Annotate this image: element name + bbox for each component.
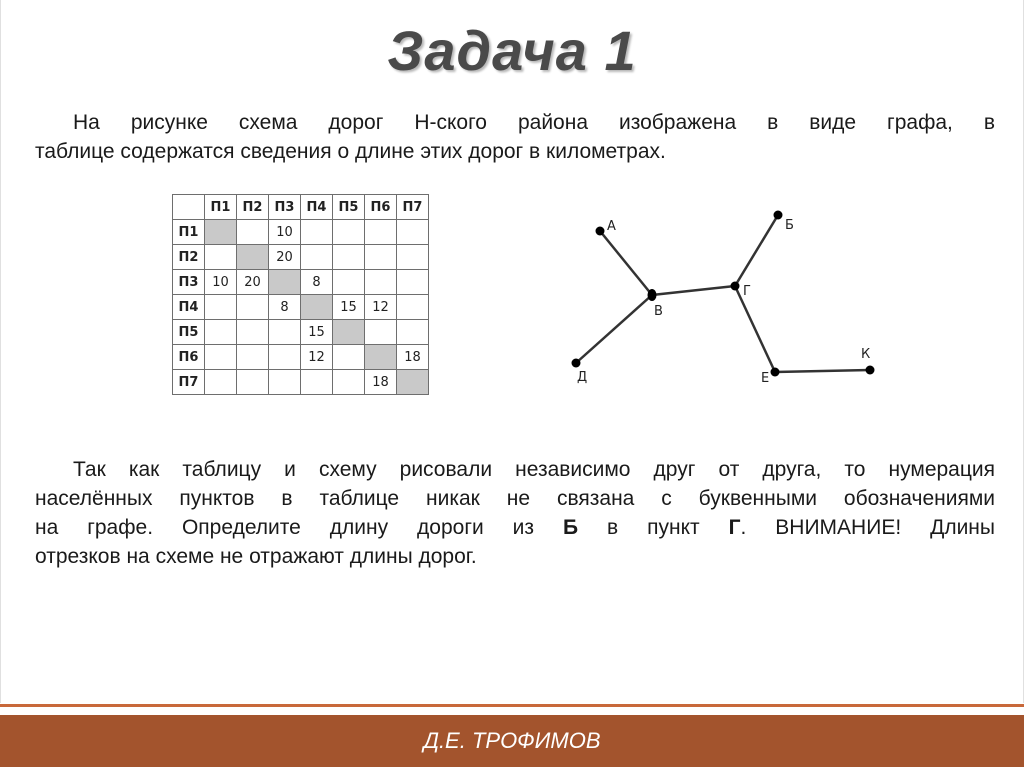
table-cell: 15: [301, 320, 333, 345]
table-header-cell: [173, 195, 205, 220]
table-cell: [365, 220, 397, 245]
table-cell: [237, 345, 269, 370]
table-cell: [237, 370, 269, 395]
table-cell: [205, 345, 237, 370]
graph-vertices: [572, 211, 875, 377]
table-cell: [333, 220, 365, 245]
table-row: [173, 370, 429, 395]
task-line-3: [35, 513, 995, 542]
row-header: П2: [173, 245, 205, 270]
table-cell: 8: [301, 270, 333, 295]
table-cell: [397, 220, 429, 245]
table-cell: [365, 245, 397, 270]
table-row: [173, 270, 429, 295]
table-cell: 10: [205, 270, 237, 295]
edge-v-d: [576, 295, 652, 363]
table-cell: [333, 370, 365, 395]
table-cell: 18: [365, 370, 397, 395]
graph-labels: [577, 218, 870, 386]
vertex-d: [572, 359, 581, 368]
table-cell: [237, 320, 269, 345]
edge-e-k: [775, 370, 870, 372]
table-cell: [269, 270, 301, 295]
row-header: П3: [173, 270, 205, 295]
table-header-cell: П6: [365, 195, 397, 220]
row-header: П6: [173, 345, 205, 370]
edge-g-e: [735, 286, 775, 372]
edge-v-g: [652, 286, 735, 295]
table-cell: 20: [269, 245, 301, 270]
table-cell: [397, 370, 429, 395]
table-cell: [333, 345, 365, 370]
table-row: [173, 320, 429, 345]
table-header-cell: П4: [301, 195, 333, 220]
vertex-k: [866, 366, 875, 375]
road-graph: [555, 195, 895, 395]
table-cell: [365, 270, 397, 295]
task-line-1: Так как таблицу и схему рисовали независимо друг от друга, то нумерация: [73, 458, 995, 481]
table-cell: [205, 245, 237, 270]
table-cell: [333, 270, 365, 295]
graph-edges: [576, 215, 870, 372]
task-line-4: отрезков на схеме не отражают длины дорог.: [35, 545, 477, 568]
table-cell: 8: [269, 295, 301, 320]
edge-a-v: [600, 231, 652, 295]
table-header-row: [173, 195, 429, 220]
table-header-cell: П3: [269, 195, 301, 220]
table-cell: [205, 370, 237, 395]
label-g: Г: [743, 284, 751, 299]
table-cell: [301, 295, 333, 320]
table-cell: 20: [237, 270, 269, 295]
row-header: П4: [173, 295, 205, 320]
table-cell: [397, 320, 429, 345]
table-row: [173, 295, 429, 320]
intro-paragraph: [35, 108, 995, 166]
footer-accent-line: [0, 704, 1024, 707]
point-g-label: Г: [728, 516, 741, 539]
label-k: К: [861, 347, 871, 362]
distance-table: [172, 194, 429, 395]
table-cell: [397, 270, 429, 295]
table-header-cell: П7: [397, 195, 429, 220]
table-header-cell: П1: [205, 195, 237, 220]
table-cell: [237, 295, 269, 320]
table-cell: 12: [365, 295, 397, 320]
table-cell: [301, 220, 333, 245]
edge-g-b: [735, 215, 778, 286]
table-row: [173, 245, 429, 270]
task-line-3-part-1: на графе. Определите длину дороги из: [35, 516, 535, 539]
table-cell: [269, 320, 301, 345]
table-header-cell: П2: [237, 195, 269, 220]
footer-author: Д.Е. ТРОФИМОВ: [0, 715, 1024, 767]
slide-title: Задача 1: [387, 19, 637, 82]
vertex-g: [731, 282, 740, 291]
table-row: [173, 220, 429, 245]
table-cell: 15: [333, 295, 365, 320]
table-row: [173, 345, 429, 370]
label-a: А: [607, 219, 616, 234]
intro-line-1: На рисунке схема дорог Н-ского района изображена в виде графа, в: [73, 111, 995, 134]
table-cell: [205, 295, 237, 320]
vertex-v: [648, 289, 657, 301]
table-cell: [301, 370, 333, 395]
table-cell: 10: [269, 220, 301, 245]
table-cell: [237, 220, 269, 245]
label-b: Б: [785, 218, 794, 233]
table-cell: [397, 245, 429, 270]
table-cell: [269, 370, 301, 395]
table-cell: 12: [301, 345, 333, 370]
label-v: В: [654, 304, 663, 319]
task-line-2: населённых пунктов в таблице никак не связана с буквенными обозначениями: [35, 487, 995, 510]
table-cell: [269, 345, 301, 370]
task-line-3-part-2: в пункт: [607, 516, 700, 539]
row-header: П1: [173, 220, 205, 245]
table-cell: [365, 345, 397, 370]
table-cell: [205, 220, 237, 245]
vertex-b: [774, 211, 783, 220]
table-cell: [237, 245, 269, 270]
label-d: Д: [577, 370, 588, 385]
table-cell: [205, 320, 237, 345]
task-line-3-part-3: . ВНИМАНИЕ! Длины: [740, 516, 995, 539]
table-header-cell: П5: [333, 195, 365, 220]
point-b-label: Б: [563, 516, 579, 539]
table-cell: [333, 245, 365, 270]
table-cell: [365, 320, 397, 345]
task-paragraph: [35, 455, 995, 571]
vertex-a: [596, 227, 605, 236]
label-e: Е: [761, 371, 770, 386]
table-cell: 18: [397, 345, 429, 370]
vertex-e: [771, 368, 780, 377]
table-cell: [301, 245, 333, 270]
row-header: П7: [173, 370, 205, 395]
intro-line-2: таблице содержатся сведения о длине этих дорог в километрах.: [35, 140, 666, 163]
table-cell: [333, 320, 365, 345]
row-header: П5: [173, 320, 205, 345]
table-cell: [397, 295, 429, 320]
